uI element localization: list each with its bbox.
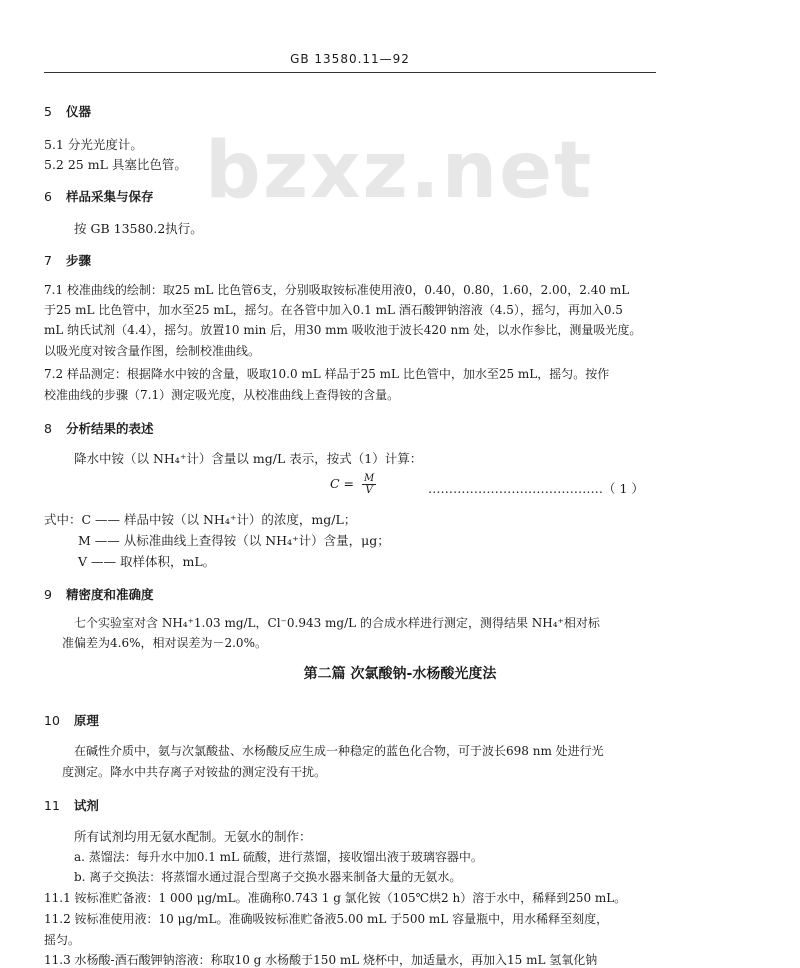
clause-11-3: 11.3 水杨酸-酒石酸钾钠溶液：称取10 g 水杨酸于150 mL 烧杯中，加适量水，再加入15 mL 氢氧化钠 <box>44 953 598 967</box>
section-5-heading: 5 仪器 <box>44 104 91 119</box>
formula-denominator: V <box>365 485 373 496</box>
section-9-heading: 9 精密度和准确度 <box>44 587 154 602</box>
formula-lhs: C = <box>330 476 355 491</box>
formula-legend-line: V —— 取样体积，mL。 <box>78 554 216 569</box>
clause-7-1-line: 以吸光度对铵含量作图，绘制校准曲线。 <box>44 344 261 358</box>
clause-11-1: 11.1 铵标准贮备液：1 000 μg/mL。准确称0.743 1 g 氯化铵（105℃烘2 h）溶于水中，稀释到250 mL。 <box>44 891 627 905</box>
formula-numerator: M <box>364 473 375 484</box>
equation-number: ……………………………………（ 1 ） <box>428 481 644 496</box>
section-8-heading: 8 分析结果的表述 <box>44 421 154 436</box>
section-11-heading: 11 试剂 <box>44 798 99 813</box>
page-header: GB 13580.11—92 <box>290 52 410 66</box>
section-8-intro: 降水中铵（以 NH₄⁺计）含量以 mg/L 表示，按式（1）计算： <box>74 451 423 466</box>
clause-11-2-line: 11.2 铵标准使用液：10 μg/mL。准确吸铵标准贮备液5.00 mL 于500 mL 容量瓶中，用水稀释至刻度， <box>44 912 609 926</box>
clause-7-2-line: 7.2 样品测定：根据降水中铵的含量，吸取10.0 mL 样品于25 mL 比色管中，加水至25 mL，摇匀。按作 <box>44 367 610 381</box>
clause-5-1: 5.1 分光光度计。 <box>44 137 143 152</box>
watermark: bzxz.net <box>205 126 594 216</box>
section-11-intro: 所有试剂均用无氨水配制。无氨水的制作： <box>74 829 312 844</box>
formula-legend-line: 式中：C —— 样品中铵（以 NH₄⁺计）的浓度，mg/L； <box>44 512 357 527</box>
clause-7-1-line: 于25 mL 比色管中，加水至25 mL，摇匀。在各管中加入0.1 mL 酒石酸钾钠溶液（4.5），摇匀，再加入0.5 <box>44 303 623 317</box>
section-7-heading: 7 步骤 <box>44 253 91 268</box>
section-6-heading: 6 样品采集与保存 <box>44 189 154 204</box>
clause-7-1-line: 7.1 校准曲线的绘制：取25 mL 比色管6支，分别吸取铵标准使用液0，0.40，0.80，1.60，2.00，2.40 mL <box>44 283 630 297</box>
formula-fraction <box>362 473 376 496</box>
section-9-text-line: 七个实验室对含 NH₄⁺1.03 mg/L，Cl⁻0.943 mg/L 的合成水样进行测定，测得结果 NH₄⁺相对标 <box>74 616 600 630</box>
formula-1 <box>330 473 376 496</box>
formula-legend-line: M —— 从标准曲线上查得铵（以 NH₄⁺计）含量，μg； <box>78 533 390 548</box>
section-11-item-a: a. 蒸馏法：每升水中加0.1 mL 硫酸，进行蒸馏，接收馏出液于玻璃容器中。 <box>74 850 483 864</box>
section-10-heading: 10 原理 <box>44 713 99 728</box>
clause-5-2: 5.2 25 mL 具塞比色管。 <box>44 157 187 172</box>
part-2-title: 第二篇 次氯酸钠-水杨酸光度法 <box>303 666 497 682</box>
section-10-text-line: 度测定。降水中共存离子对铵盐的测定没有干扰。 <box>62 765 327 779</box>
clause-11-2-line: 摇匀。 <box>44 933 81 947</box>
header-rule <box>44 72 656 73</box>
section-10-text-line: 在碱性介质中，氨与次氯酸盐、水杨酸反应生成一种稳定的蓝色化合物，可于波长698 nm 处进行光 <box>74 744 604 758</box>
clause-7-2-line: 校准曲线的步骤（7.1）测定吸光度，从校准曲线上查得铵的含量。 <box>44 388 400 402</box>
section-6-text: 按 GB 13580.2执行。 <box>74 221 203 236</box>
clause-7-1-line: mL 纳氏试剂（4.4），摇匀。放置10 min 后，用30 mm 吸收池于波长420 nm 处，以水作参比，测量吸光度。 <box>44 323 642 337</box>
section-11-item-b: b. 离子交换法：将蒸馏水通过混合型离子交换水器来制备大量的无氨水。 <box>74 870 462 884</box>
section-9-text-line: 准偏差为4.6%，相对误差为－2.0%。 <box>62 636 267 650</box>
